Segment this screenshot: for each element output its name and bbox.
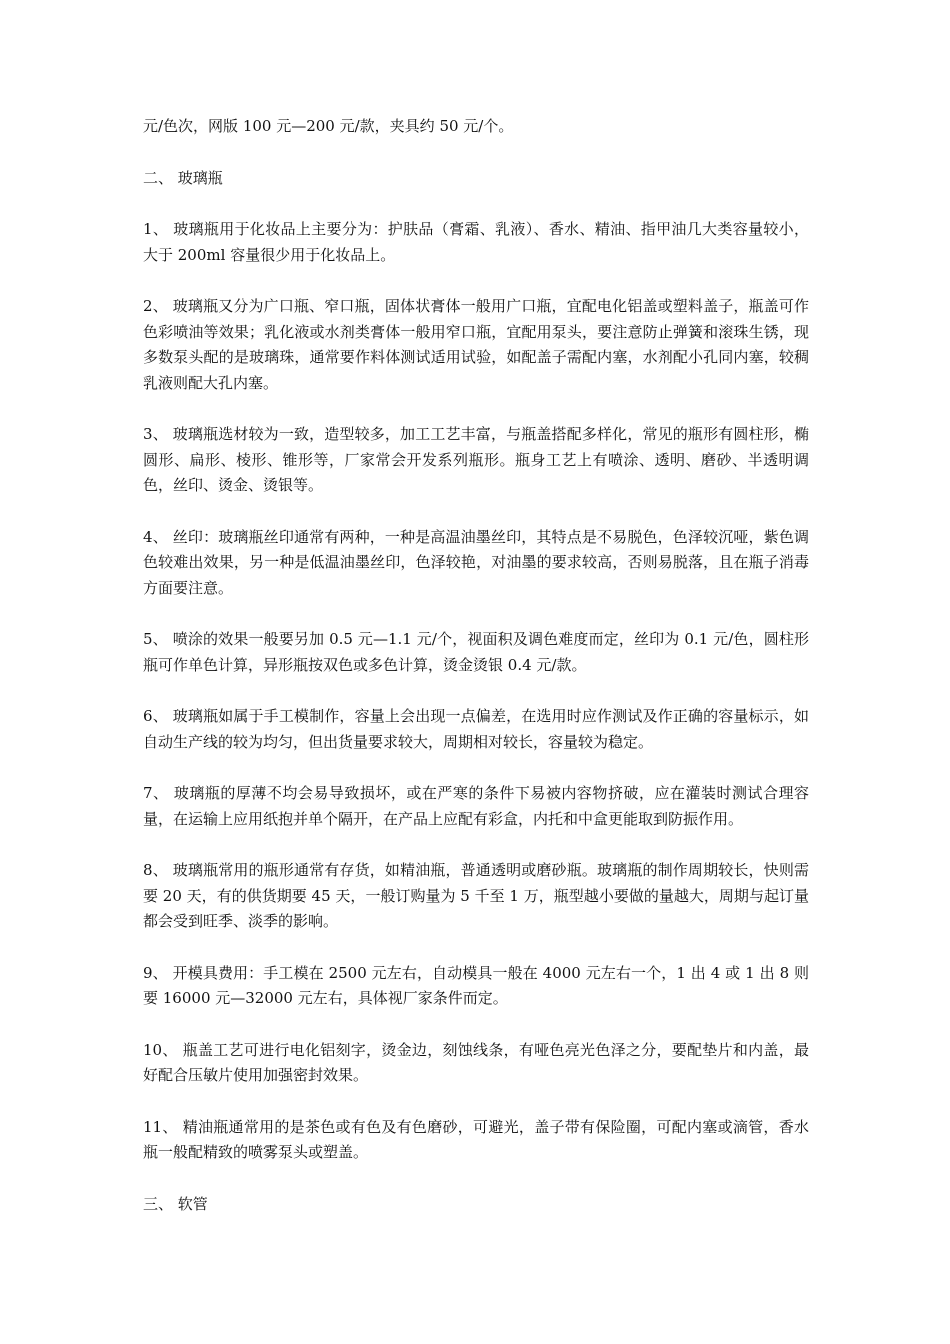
list-item-6: 6、 玻璃瓶如属于手工模制作，容量上会出现一点偏差，在选用时应作测试及作正确的容量标示，如自动生产线的较为均匀，但出货量要求较大，周期相对较长，容量较为稳定。	[143, 707, 809, 751]
paragraph-continuation: 元/色次，网版 100 元—200 元/款，夹具约 50 元/个。	[143, 117, 514, 135]
list-item-2: 2、 玻璃瓶又分为广口瓶、窄口瓶，固体状膏体一般用广口瓶，宜配电化铝盖或塑料盖子，瓶盖可作色彩喷油等效果；乳化液或水剂类膏体一般用窄口瓶，宜配用泵头，要注意防止弹簧和滚珠生锈，现多数泵头配的是玻璃珠，通常要作料体测试适用试验，如配盖子需配内塞，水剂配小孔同内塞，较稠乳液则配大孔内塞。	[143, 297, 809, 392]
list-item-4: 4、 丝印：玻璃瓶丝印通常有两种，一种是高温油墨丝印，其特点是不易脱色，色泽较沉哑，紫色调色较难出效果，另一种是低温油墨丝印，色泽较艳，对油墨的要求较高，否则易脱落，且在瓶子消毒方面要注意。	[143, 527, 809, 597]
list-item-11: 11、 精油瓶通常用的是茶色或有色及有色磨砂，可避光，盖子带有保险圈，可配内塞或滴管，香水瓶一般配精致的喷雾泵头或塑盖。	[143, 1117, 809, 1161]
list-item-10: 10、 瓶盖工艺可进行电化铝刻字，烫金边，刻蚀线条，有哑色亮光色泽之分，要配垫片和内盖，最好配合压敏片使用加强密封效果。	[143, 1040, 809, 1084]
list-item-5: 5、 喷涂的效果一般要另加 0.5 元—1.1 元/个，视面积及调色难度而定，丝印为 0.1 元/色，圆柱形瓶可作单色计算，异形瓶按双色或多色计算，烫金烫银 0.4 元/款。	[143, 630, 809, 674]
list-item-8: 8、 玻璃瓶常用的瓶形通常有存货，如精油瓶，普通透明或磨砂瓶。玻璃瓶的制作周期较长，快则需要 20 天，有的供货期要 45 天，一般订购量为 5 千至 1 万，瓶型越小要做的量越大，周期与起订量都会受到旺季、淡季的影响。	[143, 861, 809, 930]
list-item-9: 9、 开模具费用：手工模在 2500 元左右，自动模具一般在 4000 元左右一个，1 出 4 或 1 出 8 则要 16000 元—32000 元左右，具体视厂家条件而定。	[143, 963, 809, 1007]
section-heading-soft-tubes: 三、 软管	[143, 1194, 208, 1213]
document-page	[143, 114, 809, 1243]
list-item-1: 1、 玻璃瓶用于化妆品上主要分为：护肤品（膏霜、乳液）、香水、精油、指甲油几大类容量较小，大于 200ml 容量很少用于化妆品上。	[143, 220, 809, 264]
section-heading-glass-bottles: 二、 玻璃瓶	[143, 168, 223, 187]
list-item-7: 7、 玻璃瓶的厚薄不均会易导致损坏，或在严寒的条件下易被内容物挤破，应在灌装时测试合理容量，在运输上应用纸抱并单个隔开，在产品上应配有彩盒，内托和中盒更能取到防振作用。	[143, 784, 809, 828]
list-item-3: 3、 玻璃瓶选材较为一致，造型较多，加工工艺丰富，与瓶盖搭配多样化，常见的瓶形有圆柱形，椭圆形、扁形、棱形、锥形等，厂家常会开发系列瓶形。瓶身工艺上有喷涂、透明、磨砂、半透明调色，丝印、烫金、烫银等。	[143, 425, 809, 494]
